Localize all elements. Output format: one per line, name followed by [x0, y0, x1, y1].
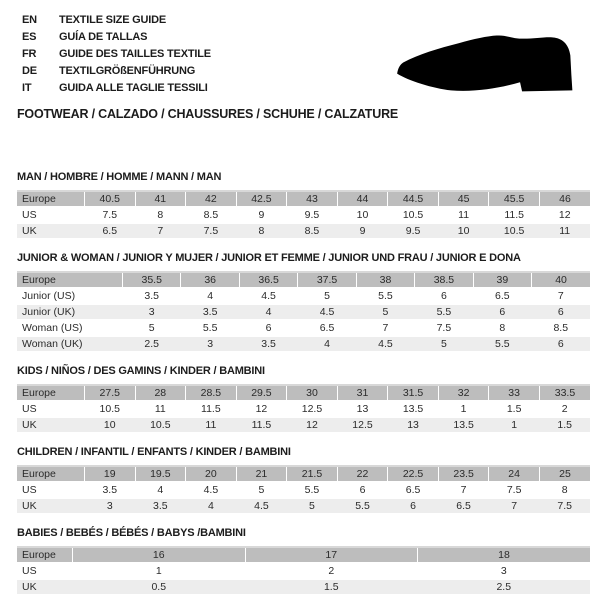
size-cell: 38.5: [415, 272, 473, 288]
size-cell: 11: [135, 401, 186, 417]
size-cell: 6.5: [298, 320, 356, 336]
size-cell: 10.5: [388, 207, 439, 223]
size-cell: 2.5: [123, 336, 181, 352]
row-label: US: [17, 482, 85, 498]
size-cell: 10: [85, 417, 136, 433]
row-label: Europe: [17, 272, 123, 288]
size-cell: 35.5: [123, 272, 181, 288]
size-table: [17, 465, 590, 515]
size-cell: 36.5: [239, 272, 297, 288]
size-cell: 25: [539, 466, 590, 482]
size-cell: 3.5: [85, 482, 136, 498]
size-cell: 8.5: [287, 223, 338, 239]
size-cell: 6: [532, 336, 590, 352]
row-label: Europe: [17, 385, 85, 401]
size-cell: 45: [438, 191, 489, 207]
size-cell: 6.5: [473, 288, 531, 304]
size-cell: 2: [539, 401, 590, 417]
category-title: FOOTWEAR / CALZADO / CHAUSSURES / SCHUHE / CALZATURE: [17, 107, 399, 121]
size-table-section-junior-woman: [17, 252, 590, 353]
size-cell: 7: [489, 498, 540, 514]
size-cell: 31.5: [388, 385, 439, 401]
size-cell: 19.5: [135, 466, 186, 482]
size-cell: 32: [438, 385, 489, 401]
size-cell: 20: [186, 466, 237, 482]
language-code: EN: [22, 14, 37, 26]
row-label: Junior (UK): [17, 304, 123, 320]
table-row: [17, 385, 590, 401]
size-cell: 5.5: [415, 304, 473, 320]
size-cell: 3: [181, 336, 239, 352]
table-row: [17, 320, 590, 336]
row-label: Europe: [17, 547, 73, 563]
size-cell: 5: [287, 498, 338, 514]
size-cell: 44: [337, 191, 388, 207]
table-row: [17, 547, 590, 563]
size-cell: 5: [236, 482, 287, 498]
size-cell: 13.5: [438, 417, 489, 433]
table-row: [17, 336, 590, 352]
row-label: UK: [17, 223, 85, 239]
size-tables: [17, 171, 590, 596]
size-cell: 10: [438, 223, 489, 239]
size-cell: 22.5: [388, 466, 439, 482]
size-cell: 33.5: [539, 385, 590, 401]
size-cell: 9.5: [287, 207, 338, 223]
table-row: [17, 207, 590, 223]
size-cell: 5.5: [473, 336, 531, 352]
language-code: ES: [22, 31, 37, 43]
shoe-icon: [396, 33, 574, 97]
size-cell: 9: [236, 207, 287, 223]
table-row: [17, 401, 590, 417]
size-cell: 8.5: [532, 320, 590, 336]
size-cell: 40.5: [85, 191, 136, 207]
size-cell: 5: [298, 288, 356, 304]
size-cell: 17: [245, 547, 418, 563]
size-cell: 4.5: [298, 304, 356, 320]
language-label: TEXTILE SIZE GUIDE: [59, 14, 167, 26]
size-cell: 43: [287, 191, 338, 207]
size-cell: 39: [473, 272, 531, 288]
row-label: Woman (UK): [17, 336, 123, 352]
size-cell: 6: [473, 304, 531, 320]
size-cell: 6.5: [438, 498, 489, 514]
language-code: FR: [22, 48, 37, 60]
size-cell: 10.5: [135, 417, 186, 433]
size-cell: 8: [236, 223, 287, 239]
size-cell: 13: [388, 417, 439, 433]
size-cell: 11: [438, 207, 489, 223]
size-cell: 13: [337, 401, 388, 417]
size-cell: 7.5: [539, 498, 590, 514]
size-cell: 4: [181, 288, 239, 304]
size-cell: 45.5: [489, 191, 540, 207]
size-cell: 38: [356, 272, 414, 288]
size-cell: 13.5: [388, 401, 439, 417]
size-cell: 5: [415, 336, 473, 352]
table-row: [17, 191, 590, 207]
size-cell: 8.5: [186, 207, 237, 223]
size-cell: 5: [123, 320, 181, 336]
size-cell: 1.5: [245, 579, 418, 595]
size-cell: 10: [337, 207, 388, 223]
size-cell: 4.5: [236, 498, 287, 514]
row-label: US: [17, 563, 73, 579]
size-cell: 6: [388, 498, 439, 514]
size-cell: 3: [123, 304, 181, 320]
size-cell: 7.5: [489, 482, 540, 498]
size-cell: 30: [287, 385, 338, 401]
size-cell: 3.5: [123, 288, 181, 304]
size-cell: 10.5: [489, 223, 540, 239]
size-cell: 6.5: [85, 223, 136, 239]
table-row: [17, 223, 590, 239]
size-cell: 8: [473, 320, 531, 336]
size-cell: 7: [356, 320, 414, 336]
size-cell: 40: [532, 272, 590, 288]
section-title: KIDS / NIÑOS / DES GAMINS / KINDER / BAMBINI: [17, 365, 265, 377]
size-cell: 7.5: [415, 320, 473, 336]
size-cell: 4.5: [356, 336, 414, 352]
size-table: [17, 384, 590, 434]
size-cell: 24: [489, 466, 540, 482]
language-row: [17, 12, 590, 29]
size-cell: 10.5: [85, 401, 136, 417]
size-cell: 4: [186, 498, 237, 514]
size-table-section-babies: [17, 527, 590, 596]
size-cell: 42.5: [236, 191, 287, 207]
size-cell: 0.5: [73, 579, 246, 595]
size-cell: 3.5: [135, 498, 186, 514]
table-row: [17, 498, 590, 514]
size-cell: 3: [85, 498, 136, 514]
size-cell: 16: [73, 547, 246, 563]
language-label: GUÍA DE TALLAS: [59, 31, 148, 43]
size-cell: 8: [539, 482, 590, 498]
size-cell: 2.5: [418, 579, 591, 595]
table-row: [17, 272, 590, 288]
size-cell: 1: [73, 563, 246, 579]
size-table-section-man: [17, 171, 590, 240]
size-cell: 8: [135, 207, 186, 223]
size-cell: 44.5: [388, 191, 439, 207]
size-cell: 5.5: [337, 498, 388, 514]
size-cell: 21: [236, 466, 287, 482]
size-cell: 33: [489, 385, 540, 401]
size-cell: 12: [287, 417, 338, 433]
language-label: TEXTILGRÖßENFÜHRUNG: [59, 65, 196, 77]
table-row: [17, 579, 590, 595]
size-cell: 12: [539, 207, 590, 223]
size-cell: 21.5: [287, 466, 338, 482]
size-cell: 11.5: [489, 207, 540, 223]
table-row: [17, 563, 590, 579]
size-cell: 1.5: [489, 401, 540, 417]
size-cell: 12.5: [337, 417, 388, 433]
size-cell: 6: [532, 304, 590, 320]
size-cell: 5.5: [181, 320, 239, 336]
size-table: [17, 546, 590, 596]
size-cell: 11.5: [186, 401, 237, 417]
language-label: GUIDE DES TAILLES TEXTILE: [59, 48, 211, 60]
table-row: [17, 304, 590, 320]
row-label: Woman (US): [17, 320, 123, 336]
section-title: MAN / HOMBRE / HOMME / MANN / MAN: [17, 171, 222, 183]
size-cell: 12.5: [287, 401, 338, 417]
size-cell: 27.5: [85, 385, 136, 401]
section-title: JUNIOR & WOMAN / JUNIOR Y MUJER / JUNIOR ET FEMME / JUNIOR UND FRAU / JUNIOR E DONA: [17, 252, 521, 264]
size-table-section-children: [17, 446, 590, 515]
size-cell: 28: [135, 385, 186, 401]
language-code: DE: [22, 65, 37, 77]
language-code: IT: [22, 82, 32, 94]
size-cell: 4: [239, 304, 297, 320]
size-cell: 11.5: [236, 417, 287, 433]
size-cell: 7.5: [186, 223, 237, 239]
size-cell: 3.5: [239, 336, 297, 352]
size-cell: 5.5: [287, 482, 338, 498]
size-cell: 9: [337, 223, 388, 239]
size-table-section-kids: [17, 365, 590, 434]
size-cell: 18: [418, 547, 591, 563]
row-label: Europe: [17, 466, 85, 482]
size-cell: 7: [532, 288, 590, 304]
row-label: UK: [17, 417, 85, 433]
size-cell: 3: [418, 563, 591, 579]
size-cell: 42: [186, 191, 237, 207]
size-cell: 7: [438, 482, 489, 498]
row-label: Junior (US): [17, 288, 123, 304]
table-row: [17, 288, 590, 304]
size-cell: 29.5: [236, 385, 287, 401]
size-cell: 4: [298, 336, 356, 352]
size-cell: 1: [489, 417, 540, 433]
size-cell: 11: [539, 223, 590, 239]
size-cell: 7.5: [85, 207, 136, 223]
size-table: [17, 190, 590, 240]
size-cell: 6: [239, 320, 297, 336]
size-cell: 23.5: [438, 466, 489, 482]
row-label: UK: [17, 579, 73, 595]
section-title: CHILDREN / INFANTIL / ENFANTS / KINDER / BAMBINI: [17, 446, 291, 458]
section-title: BABIES / BEBÉS / BÉBÉS / BABYS /BAMBINI: [17, 527, 246, 539]
size-cell: 28.5: [186, 385, 237, 401]
size-cell: 1.5: [539, 417, 590, 433]
size-cell: 2: [245, 563, 418, 579]
size-cell: 46: [539, 191, 590, 207]
size-cell: 12: [236, 401, 287, 417]
language-label: GUIDA ALLE TAGLIE TESSILI: [59, 82, 208, 94]
size-cell: 6: [415, 288, 473, 304]
row-label: UK: [17, 498, 85, 514]
row-label: Europe: [17, 191, 85, 207]
size-cell: 7: [135, 223, 186, 239]
size-cell: 6: [337, 482, 388, 498]
size-cell: 11: [186, 417, 237, 433]
size-cell: 3.5: [181, 304, 239, 320]
size-cell: 6.5: [388, 482, 439, 498]
size-cell: 31: [337, 385, 388, 401]
size-cell: 22: [337, 466, 388, 482]
size-cell: 19: [85, 466, 136, 482]
size-cell: 5: [356, 304, 414, 320]
size-cell: 1: [438, 401, 489, 417]
size-cell: 36: [181, 272, 239, 288]
table-row: [17, 482, 590, 498]
table-row: [17, 466, 590, 482]
size-cell: 41: [135, 191, 186, 207]
size-cell: 4.5: [186, 482, 237, 498]
size-cell: 4.5: [239, 288, 297, 304]
table-row: [17, 417, 590, 433]
size-cell: 37.5: [298, 272, 356, 288]
size-cell: 5.5: [356, 288, 414, 304]
size-cell: 4: [135, 482, 186, 498]
row-label: US: [17, 207, 85, 223]
row-label: US: [17, 401, 85, 417]
size-table: [17, 271, 590, 353]
size-cell: 9.5: [388, 223, 439, 239]
